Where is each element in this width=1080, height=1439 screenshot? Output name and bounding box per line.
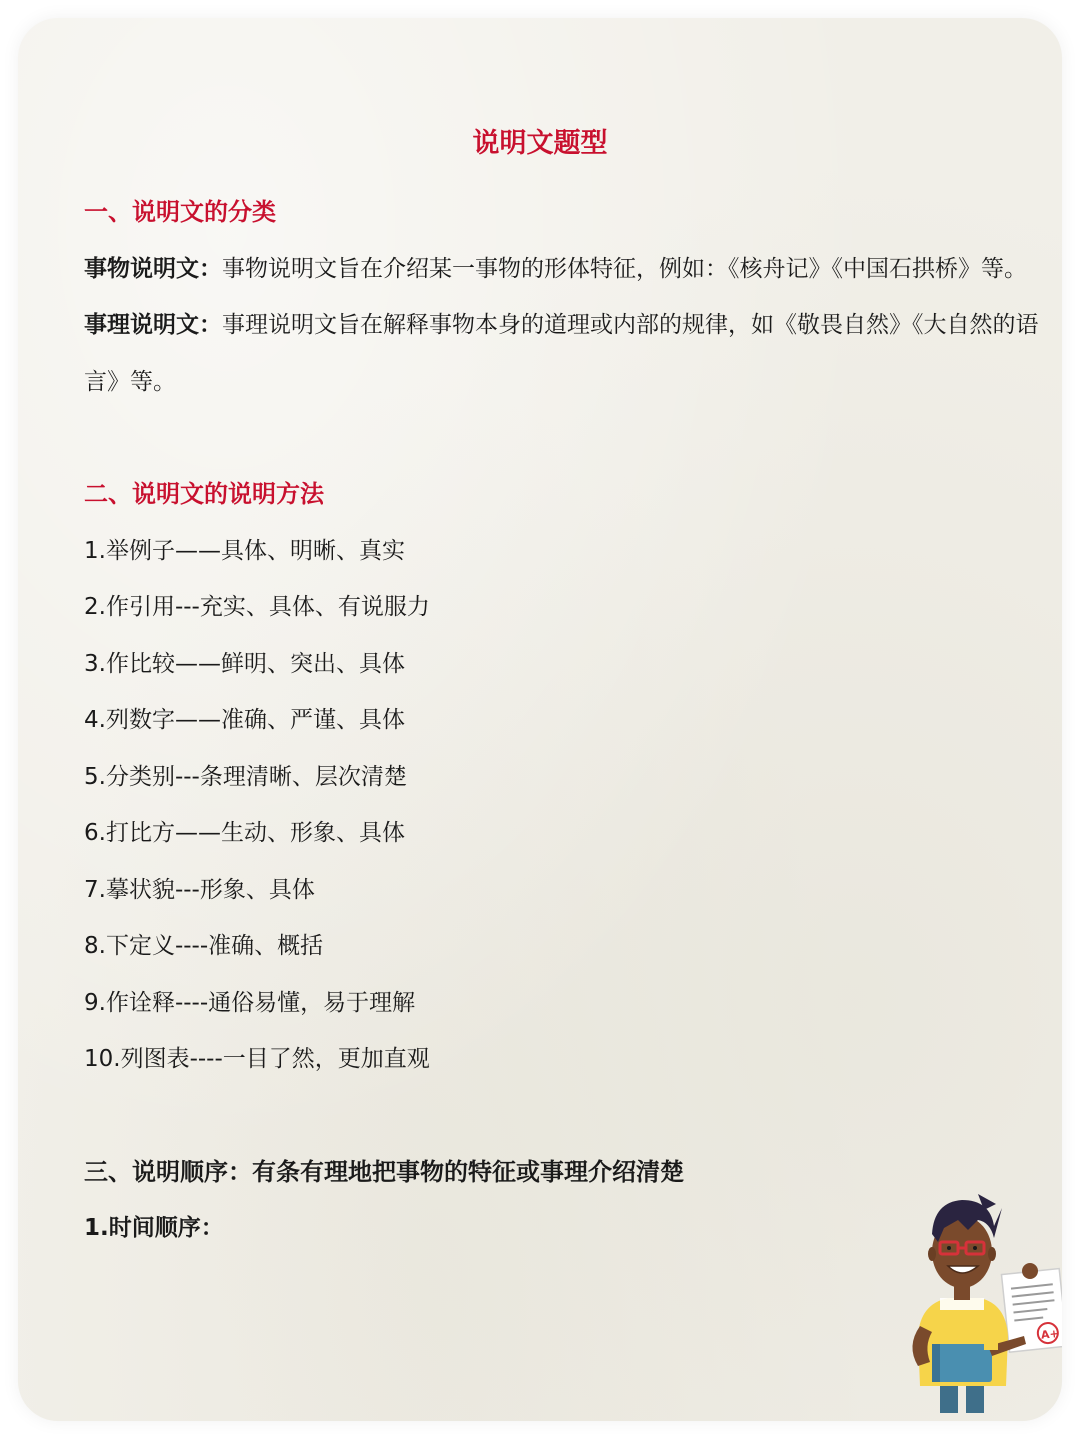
teacher-holding-paper-icon	[898, 1186, 1062, 1421]
document-body	[84, 184, 1044, 1257]
spacer	[84, 1088, 1044, 1144]
list-item: 8.下定义----准确、概括	[84, 933, 324, 959]
list-item: 5.分类别---条理清晰、层次清楚	[84, 763, 407, 790]
paragraph-principle-exposition	[84, 297, 1044, 410]
paragraph-text: 事理说明文旨在解释事物本身的道理或内部的规律，如《敬畏自然》《大自然的语言》等。	[84, 312, 1039, 395]
paragraph-object-exposition	[84, 241, 1044, 298]
list-item: 3.作比较——鲜明、突出、具体	[84, 650, 405, 677]
list-item: 7.摹状貌---形象、具体	[84, 876, 315, 903]
list-item: 2.作引用---充实、具体、有说服力	[84, 594, 430, 620]
section-heading-order: 三、说明顺序：有条有理地把事物的特征或事理介绍清楚	[84, 1157, 684, 1186]
list-item: 10.列图表----一目了然，更加直观	[84, 1046, 430, 1072]
paragraph-label: 事物说明文：	[84, 255, 222, 282]
paragraph-label: 事理说明文：	[84, 312, 222, 338]
methods-list	[84, 523, 1044, 1088]
spacer	[84, 410, 1044, 466]
list-item: 9.作诠释----通俗易懂，易于理解	[84, 989, 416, 1016]
list-item: 4.列数字——准确、严谨、具体	[84, 707, 405, 733]
list-item: 1.举例子——具体、明晰、真实	[84, 537, 405, 564]
section-heading-classification: 一、说明文的分类	[84, 198, 276, 226]
paper-background	[18, 18, 1062, 1421]
list-item: 6.打比方——生动、形象、具体	[84, 820, 405, 846]
grade-text: A+	[1040, 1326, 1060, 1342]
paragraph-text: 事物说明文旨在介绍某一事物的形体特征，例如：《核舟记》《中国石拱桥》等。	[222, 255, 1027, 282]
sub-heading-time-order: 1.时间顺序：	[84, 1215, 224, 1241]
page-title: 说明文题型	[472, 128, 608, 159]
section-heading-methods: 二、说明文的说明方法	[84, 480, 324, 508]
